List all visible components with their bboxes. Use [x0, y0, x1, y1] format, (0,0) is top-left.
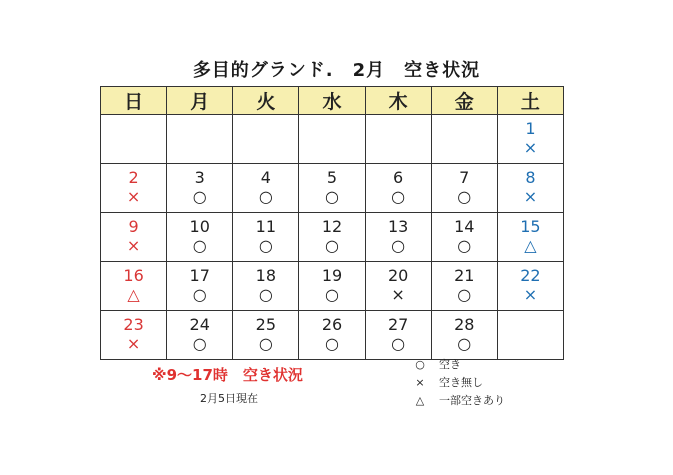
calendar-day-cell	[431, 164, 497, 213]
calendar-day-cell	[431, 115, 497, 164]
calendar-week-row	[101, 311, 564, 360]
day-number: 16	[123, 266, 144, 285]
availability-mark: ○	[457, 187, 472, 206]
legend-item-partial	[407, 392, 505, 410]
day-number: 26	[321, 315, 343, 334]
calendar-day-cell	[497, 115, 563, 164]
availability-mark: ○	[325, 187, 339, 206]
day-number: 13	[387, 217, 409, 236]
availability-mark: ○	[457, 334, 472, 353]
availability-mark: ○	[258, 334, 273, 353]
day-number: 14	[454, 217, 475, 236]
day-number: 28	[454, 315, 475, 334]
legend-item-available	[407, 356, 505, 374]
availability-mark: ○	[258, 285, 273, 304]
availability-mark: ×	[126, 334, 141, 353]
availability-mark: ○	[192, 334, 207, 353]
legend-label: 空き無し	[439, 376, 483, 389]
availability-mark: ○	[325, 334, 339, 353]
availability-mark: ○	[258, 187, 273, 206]
calendar-day-cell	[431, 311, 497, 360]
availability-mark: ×	[523, 187, 538, 206]
day-number: 3	[194, 168, 205, 187]
day-number: 2	[128, 168, 139, 187]
availability-mark: ○	[457, 285, 472, 304]
calendar-day-cell	[101, 115, 167, 164]
calendar-day-cell	[365, 164, 431, 213]
page-title: 多目的グランド. 2月 空き状況	[192, 60, 481, 81]
availability-mark: ×	[523, 285, 538, 304]
availability-mark: ×	[126, 187, 141, 206]
calendar-day-cell	[167, 311, 233, 360]
hours-note: ※9～17時 空き状況	[152, 366, 303, 384]
day-number: 6	[393, 168, 404, 187]
weekday-monday: 月	[167, 87, 233, 115]
availability-mark: ○	[391, 236, 406, 255]
legend-label: 空き	[439, 358, 461, 371]
day-number: 9	[128, 217, 139, 236]
calendar-day-cell	[233, 311, 299, 360]
calendar-day-cell	[431, 262, 497, 311]
calendar-day-cell	[233, 115, 299, 164]
weekday-thursday: 木	[365, 87, 431, 115]
calendar-day-cell	[299, 262, 365, 311]
day-number: 1	[525, 119, 536, 138]
calendar-day-cell	[497, 311, 563, 360]
weekday-wednesday: 水	[299, 87, 365, 115]
calendar-day-cell	[233, 262, 299, 311]
availability-mark: ○	[391, 334, 406, 353]
calendar-day-cell	[497, 213, 563, 262]
day-number: 23	[123, 315, 144, 334]
legend-label: 一部空きあり	[439, 394, 505, 407]
weekday-friday: 金	[431, 87, 497, 115]
day-number: 15	[520, 217, 541, 236]
legend-symbol: ×	[415, 376, 425, 389]
availability-mark: ×	[126, 236, 141, 255]
calendar-day-cell	[431, 213, 497, 262]
availability-mark: ×	[391, 285, 405, 304]
legend-item-unavailable	[407, 374, 505, 392]
calendar-day-cell	[497, 262, 563, 311]
calendar-body	[101, 115, 564, 360]
day-number: 5	[326, 168, 338, 187]
availability-mark: ○	[391, 187, 406, 206]
calendar-week-row	[101, 262, 564, 311]
calendar-day-cell	[233, 213, 299, 262]
day-number: 20	[387, 266, 409, 285]
legend-symbol: ○	[415, 358, 425, 371]
day-number: 10	[189, 217, 210, 236]
calendar-week-row	[101, 164, 564, 213]
weekday-saturday: 土	[497, 87, 563, 115]
day-number: 24	[189, 315, 210, 334]
availability-mark: ○	[258, 236, 273, 255]
day-number: 8	[525, 168, 536, 187]
calendar-day-cell	[365, 311, 431, 360]
calendar-day-cell	[299, 115, 365, 164]
calendar-day-cell	[167, 164, 233, 213]
availability-calendar	[100, 86, 564, 360]
calendar-day-cell	[299, 311, 365, 360]
day-number: 4	[260, 168, 271, 187]
day-number: 22	[520, 266, 541, 285]
calendar-day-cell	[167, 213, 233, 262]
calendar-day-cell	[101, 213, 167, 262]
weekday-header-row	[101, 87, 564, 115]
calendar-day-cell	[101, 262, 167, 311]
availability-mark: ○	[325, 285, 339, 304]
calendar-day-cell	[167, 262, 233, 311]
calendar-day-cell	[101, 164, 167, 213]
availability-mark: △	[524, 236, 537, 255]
day-number: 7	[459, 168, 470, 187]
availability-mark: ○	[192, 285, 207, 304]
day-number: 19	[321, 266, 343, 285]
calendar-week-row	[101, 213, 564, 262]
availability-mark: ○	[192, 236, 207, 255]
legend-symbol: △	[415, 394, 425, 407]
availability-mark: ×	[523, 138, 538, 157]
day-number: 12	[321, 217, 343, 236]
availability-mark: ○	[192, 187, 207, 206]
calendar-day-cell	[299, 164, 365, 213]
availability-mark: △	[127, 285, 140, 304]
calendar-day-cell	[365, 115, 431, 164]
calendar-day-cell	[233, 164, 299, 213]
day-number: 17	[189, 266, 210, 285]
day-number: 11	[255, 217, 277, 236]
as-of-date: 2月5日現在	[200, 392, 258, 405]
legend	[407, 356, 505, 410]
calendar-day-cell	[167, 115, 233, 164]
weekday-tuesday: 火	[233, 87, 299, 115]
day-number: 21	[454, 266, 475, 285]
calendar-day-cell	[101, 311, 167, 360]
weekday-sunday: 日	[101, 87, 167, 115]
calendar-day-cell	[365, 262, 431, 311]
calendar-day-cell	[299, 213, 365, 262]
availability-mark: ○	[325, 236, 339, 255]
day-number: 27	[387, 315, 409, 334]
day-number: 25	[255, 315, 277, 334]
availability-mark: ○	[457, 236, 472, 255]
calendar-day-cell	[365, 213, 431, 262]
calendar-week-row	[101, 115, 564, 164]
calendar-day-cell	[497, 164, 563, 213]
day-number: 18	[255, 266, 277, 285]
